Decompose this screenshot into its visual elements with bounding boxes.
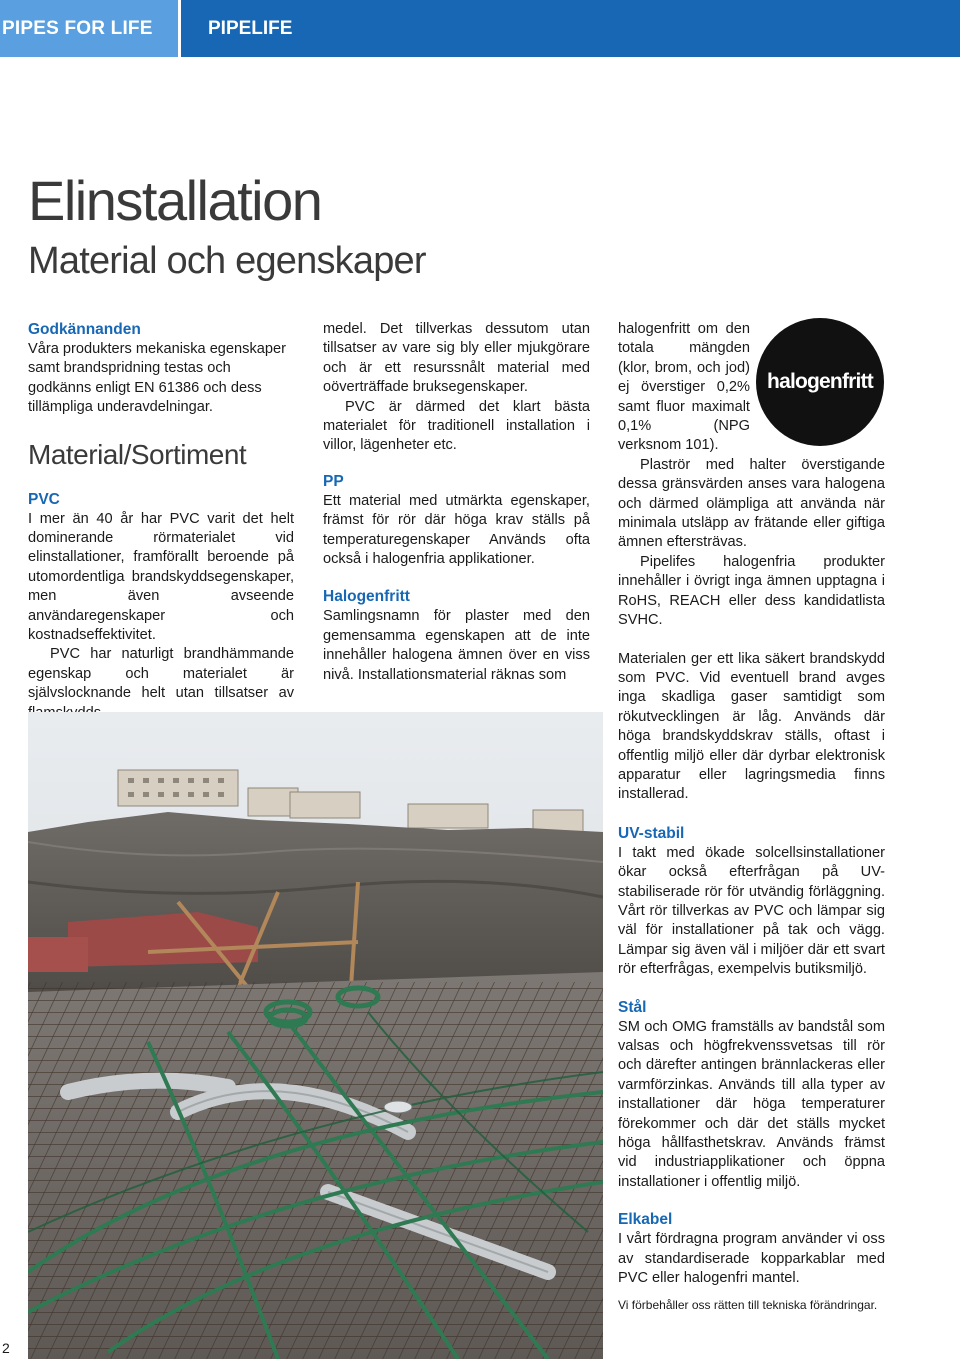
page-subtitle: Material och egenskaper	[28, 240, 426, 282]
column-left	[28, 320, 294, 723]
pvc-text: I mer än 40 år har PVC varit det helt dominerande rörmaterialet vid elinstallationer, framförallt beroende på utomordentliga brandskyddsegenskaper, men även avseende användaregenskaper och kostnadseffektivitet.	[28, 510, 294, 644]
halogenfritt-badge-text: halogenfritt	[767, 370, 873, 393]
godkannanden-text: Våra produkters mekaniska egenskaper samt brandspridning testas och godkänns enligt EN 61386 och dess tillämpliga underavdelningar.	[28, 341, 286, 416]
godkannanden-heading: Godkännanden	[28, 321, 141, 338]
pvc-conclusion-text: PVC är därmed det klart bästa materialet för traditionell installation i villor, lägenheter etc.	[323, 398, 590, 454]
plastror-text: Plaströr med halter överstigande dessa gränsvärden anses vara halogena och därmed olämpliga att använda när minimala utsläpp av frätande eller giftiga ämnen eftersträvas.	[618, 456, 885, 551]
stal-text: SM och OMG framställs av bandstål som valsas och högfrekvenssvetsas till rör och därefter antingen brännlackeras eller varmförzinkas. Används till alla typer av installationer där höga temperaturer förekommer och där det ställs mycket höga hållfasthetskrav. Används främst vid industriapplikationer och öppna installationer i offentlig miljö.	[618, 1018, 885, 1190]
column-middle	[323, 320, 590, 685]
halogenfritt-text: Samlingsnamn för plaster med den gemensamma egenskapen att de inte innehåller halogena ämnen över en viss nivå. Installationsmaterial räknas som	[323, 608, 590, 683]
header-tab-pipelife: PIPELIFE	[181, 0, 960, 57]
pvc-heading: PVC	[28, 490, 60, 508]
materialen-text: Materialen ger ett lika säkert brandskydd som PVC. Vid eventuell brand avges inga skadliga gaser samtidigt som rökutvecklingen är låg. Används där höga brandskyddskrav ställs, oftast i offentlig miljö eller där dyrbar elektronisk apparatur eller lagringsmedia finns installerad.	[618, 650, 885, 803]
pp-text: Ett material med utmärkta egenskaper, främst för rör där höga krav ställs på temperaturegenskaper Används ofta också i halogenfria applikationer.	[323, 492, 590, 568]
pipelife-halogenfria-text: Pipelifes halogenfria produkter innehåller i övrigt inga ämnen upptagna i RoHS, REACH eller dess kandidatlista SVHC.	[618, 553, 885, 629]
page-title: Elinstallation	[28, 169, 322, 232]
construction-site-photo	[28, 712, 603, 1359]
halogen-wrap-block	[618, 320, 750, 456]
stal-heading: Stål	[618, 998, 647, 1016]
pp-heading: PP	[323, 472, 344, 490]
construction-photo-illustration	[28, 712, 603, 1359]
elkabel-text: I vårt fördragna program använder vi oss av standardiserade kopparkablar med PVC eller halogenfri mantel.	[618, 1231, 885, 1287]
uv-stabil-text: I takt med ökade solcellsinstallationer ökar också efterfrågan på UV-stabiliserade rör för utvändig förläggning. Vårt rör tillverkas av PVC och lämpar sig väl för installationer på tak och vägg. Lämpar sig även väl i miljöer där ett svart rör efterfrågas, exempelvis butiksmiljö.	[618, 844, 885, 978]
elkabel-heading: Elkabel	[618, 1211, 673, 1229]
page-header	[0, 0, 960, 57]
halogenfritt-continued-text: halogenfritt om den totala mängden (klor, brom, och jod) ej överstiger 0,2% samt fluor maximalt 0,1% (NPG verksnom 101).	[618, 321, 750, 454]
pvc-continued-text: medel. Det tillverkas dessutom utan tillsatser av vare sig bly eller mjukgörare och är ett resurssnålt material med oöverträffade bruksegenskaper.	[323, 321, 590, 396]
material-sortiment-heading: Material/Sortiment	[28, 438, 247, 470]
pvc-text-2: PVC har naturligt brandhämmande egenskap och materialet är självslocknande helt utan tillsatser av	[28, 646, 294, 702]
halogenfritt-heading: Halogenfritt	[323, 588, 410, 606]
column-right	[618, 320, 885, 1288]
page-number: 2	[2, 1340, 10, 1356]
header-tab-pipes-for-life: PIPES FOR LIFE	[0, 0, 178, 57]
uv-stabil-heading: UV-stabil	[618, 824, 685, 842]
footnote: Vi förbehåller oss rätten till tekniska förändringar.	[618, 1298, 878, 1312]
